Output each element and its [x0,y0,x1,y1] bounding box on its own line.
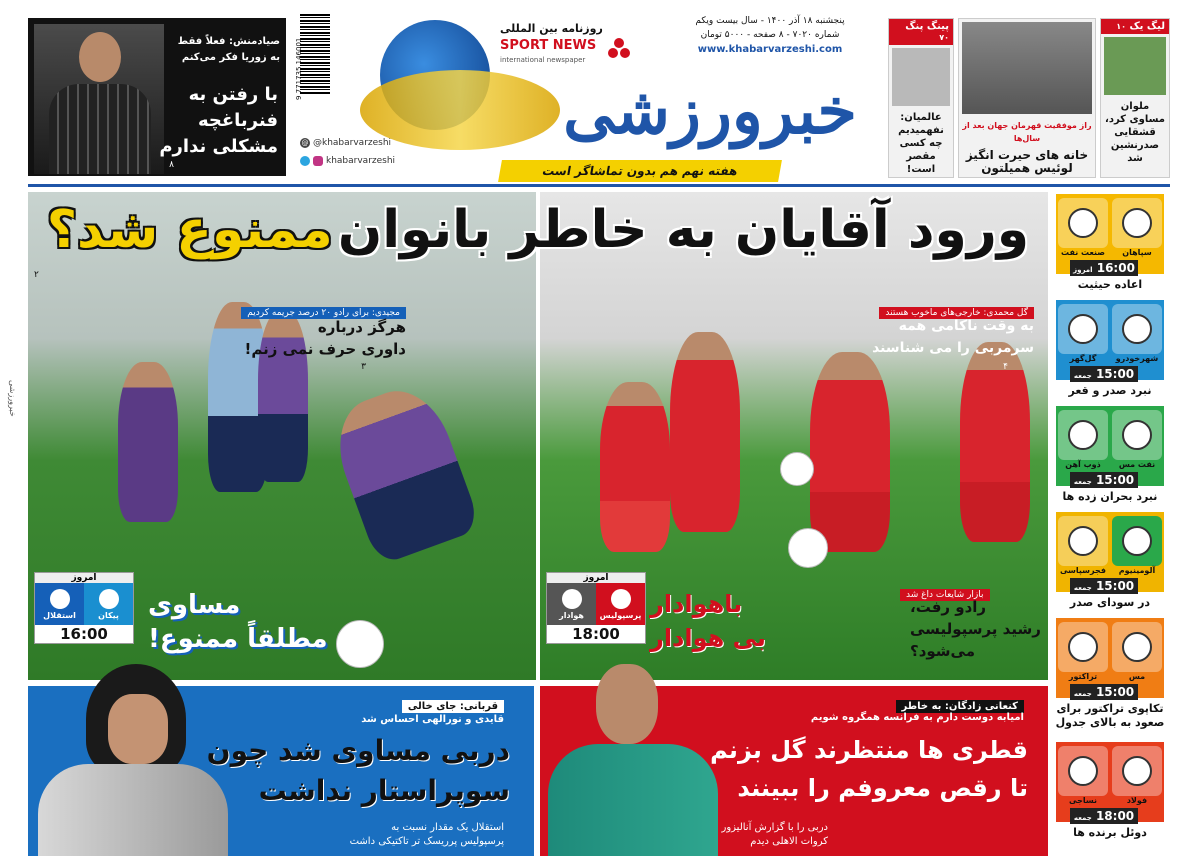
mini-card-photo [1104,37,1166,95]
fixture-home-team [1112,410,1162,460]
team-name: استقلال [43,610,76,620]
main-headline-page: ۲ [34,270,39,280]
team-persepolis [596,583,645,625]
fixture-away-name: فجرسپاسی [1059,566,1107,575]
social-handle-1-text: @khabarvarzeshi [313,138,392,148]
fixture-home-team [1112,622,1162,672]
coach-photo [28,664,228,856]
team-crest-icon [1068,314,1098,344]
left-quote-2: داوری حرف نمی زنم! [244,340,406,358]
coach-face [108,694,168,764]
fixture-foolad-nassaji[interactable] [1050,738,1170,862]
fixture-time: 15:00 جمعه [1070,684,1138,700]
left-photo-esteghlal [28,192,536,680]
fixture-away-name: ذوب آهن [1065,460,1101,469]
main-headline-black: ورود آقایان به خاطر بانوان [337,200,1030,260]
mini-card-tag: لیگ یک ۱۰ [1101,19,1169,34]
main-headline[interactable] [30,200,1046,260]
fixtures-sidebar [1050,190,1170,862]
team-crest-icon [1122,756,1152,786]
fixture-home-team [1112,198,1162,248]
team-esteghlal [35,583,84,625]
rumor-label: بازار شایعات داغ شد [900,582,990,601]
team-crest-icon [1122,526,1152,556]
team-name: هوادار [559,610,584,620]
bottom-left-foot-2: پرسپولیس پرریسک تر تاکتیکی داشت [349,836,504,847]
player-figure [810,352,890,552]
player-figure [600,382,670,552]
match-card-persepolis-havadar[interactable] [546,572,646,644]
social-handle-2[interactable] [300,156,395,166]
daily-label: روزنامه بین المللی [500,22,603,35]
masthead [0,0,1200,190]
team-paykan [84,583,133,625]
fixture-caption: تکاپوی تراکتور برای صعود به بالای جدول [1055,702,1165,729]
fixture-aluminium-fajr[interactable] [1050,508,1170,618]
left-tagline-2: مطلقاً ممنوع! [148,624,328,654]
side-vertical-label: خبرورزشی [8,380,17,417]
bottom-left-headline-1: دربی مساوی شد چون [206,734,510,767]
team-crest-icon [1122,632,1152,662]
bottom-left-story[interactable] [28,686,534,856]
newspaper-logo[interactable]: خبرورزشی [563,74,857,149]
fixture-caption: در سودای صدر [1069,596,1151,609]
player-figure [324,378,482,566]
rumor-line-2: رشید پرسپولیسی [910,620,1041,638]
left-quote-1: هرگز درباره [317,318,406,336]
barcode-digits: 9 771735 146001 [295,37,303,100]
fixture-away-name: نساجی [1068,796,1097,805]
soccer-ball-icon [780,452,814,486]
mini-card-photo [892,48,950,106]
teaser-headline-2: فنرباغچه [197,110,278,131]
mini-card-tag: پینگ پنگ ۷۰ [889,19,953,45]
fixture-time: 18:00 جمعه [1070,808,1138,824]
right-photo-persepolis [540,192,1048,680]
right-byline: گل محمدی: خارجی‌های ماخوب هستند [879,300,1034,319]
match-card-day: امروز [547,573,645,583]
bottom-right-kicker: کنعانی زادگان: به خاطر [896,694,1024,713]
team-crest-icon [99,589,119,609]
gold-wave-graphic [360,70,560,150]
match-time: 18:00 [547,625,645,643]
fixture-home-name: آلومینیوم [1118,566,1156,575]
player-photo [540,664,720,856]
player-figure [670,332,740,532]
mini-card-sub: راز موفقیت قهرمان جهان بعد از سال‌ها [962,121,1092,143]
fixture-caption: دوئل برنده ها [1073,826,1147,839]
soccer-ball-icon [788,528,828,568]
mini-card-photo [962,22,1092,114]
fixture-home-team [1112,516,1162,566]
teaser-photo [34,24,164,174]
fixture-time: 15:00 جمعه [1070,472,1138,488]
player-head [596,664,658,744]
bottom-right-headline-1: قطری ها منتظرند گل بزنم [710,736,1028,764]
match-time: 16:00 [35,625,133,643]
top-left-teaser[interactable] [28,18,286,176]
fixture-shahr-golgohar[interactable] [1050,296,1170,406]
fixture-home-name: فولاد [1126,796,1148,805]
teaser-headline-3: مشکلی ندارم [159,136,278,157]
fixture-away-team [1058,516,1108,566]
fixture-time: 15:00 جمعه [1070,578,1138,594]
fixture-caption: نبرد بحران زده ها [1062,490,1158,503]
left-tagline-1: مساوی [148,590,241,620]
fixture-away-name: صنعت نفت [1061,248,1105,257]
teaser-headline-1: با رفتن به [188,84,278,105]
soccer-ball-icon [336,620,384,668]
fixture-home-name: شهرخودرو [1115,354,1159,363]
fixture-sepahan-naft[interactable] [1050,190,1170,300]
social-handle-1[interactable] [300,138,391,148]
fixture-mes-tractor[interactable] [1050,614,1170,744]
fixture-time: 15:00 جمعه [1070,366,1138,382]
bottom-left-foot-1: استقلال یک مقدار نسبت به [391,822,504,833]
fixture-time: 16:00 امروز [1070,260,1138,276]
coach-jacket [38,764,228,856]
fixture-away-team [1058,410,1108,460]
mini-card-pingpong[interactable] [888,18,954,178]
bottom-right-sub: امیابه دوست دارم به فرانسه همگروه شویم [810,712,1024,723]
left-page: ۳ [361,362,366,372]
fixture-away-team [1058,622,1108,672]
right-tagline-2: بی هوادار [650,624,766,652]
team-crest-icon [1122,420,1152,450]
fixture-home-name: سپاهان [1122,248,1152,257]
brand-en-sub: international newspaper [500,56,586,64]
mini-card-caption: ملوان مساوی کرد، قشقایی صدرنشین شد [1105,101,1165,164]
team-crest-icon [1068,632,1098,662]
barcode [300,14,330,94]
instagram-icon [313,156,323,166]
team-name: پرسپولیس [599,610,642,620]
fixture-home-team [1112,746,1162,796]
team-crest-icon [562,589,582,609]
bottom-left-sub: قایدی و نورالهی احساس شد [361,714,504,725]
team-crest-icon [1068,526,1098,556]
right-quote-1: به وقت ناکامی همه [898,318,1034,334]
player-figure [118,362,178,522]
team-crest-icon [1068,420,1098,450]
bottom-left-headline-2: سوپراستار نداشت [258,774,510,807]
social-handle-2-text: khabarvarzeshi [326,156,396,166]
player-jersey [49,84,151,174]
team-crest-icon [611,589,631,609]
mini-card-caption: خانه های حیرت انگیز لوئیس همیلتون [965,148,1089,175]
match-card-day: امروز [35,573,133,583]
left-byline: مجیدی: برای رادو ۲۰ درصد جریمه کردیم [241,300,406,319]
masthead-divider [28,184,1170,187]
team-crest-icon [1122,208,1152,238]
bottom-right-headline-2: تا رقص معروفم را ببینند [737,774,1028,802]
fixture-naftmes-zob[interactable] [1050,402,1170,512]
website-link[interactable]: www.khabarvarzeshi.com [697,44,843,55]
mini-card-caption: عالمیان: نفهمیدیم چه کسی مقصر است! [898,112,944,175]
fixture-caption: نبرد صدر و قعر [1068,384,1152,397]
ribbon-banner: هفته نهم هم بدون تماشاگر است [498,160,782,182]
telegram-icon [300,156,310,166]
bottom-right-foot-1: دربی را با گزارش آنالیزور [721,822,828,833]
fixture-home-name: نفت مس [1118,460,1156,469]
fixture-away-team [1058,746,1108,796]
bottom-left-kicker: قربانی: جای خالی [402,694,504,713]
mini-card-hamilton[interactable] [958,18,1096,178]
team-crest-icon [1122,314,1152,344]
teaser-page: ۸ [169,160,174,170]
fixture-away-name: تراکتور [1068,672,1098,681]
issue-line-1: پنجشنبه ۱۸ آذر ۱۴۰۰ - سال بیست ویکم [695,16,845,26]
right-quote-2: سرمربی را می شناسند [872,340,1034,356]
right-page: ۴ [1003,362,1008,372]
red-dots-icon [608,38,632,62]
fixture-home-team [1112,304,1162,354]
fixture-away-team [1058,198,1108,248]
main-headline-yellow: ممنوع شد؟ [46,200,333,260]
player-head [79,32,121,82]
brand-en: SPORT NEWS [500,38,597,53]
bottom-right-foot-2: کروات الاهلی دیدم [750,836,828,847]
player-jersey [548,744,718,856]
fixture-caption: اعاده حیثیت [1077,278,1143,291]
player-figure [960,342,1030,542]
right-tagline-1: باهوادار [650,590,743,618]
player-figure [258,312,308,482]
fixture-away-team [1058,304,1108,354]
team-havadar [547,583,596,625]
team-crest-icon [1068,756,1098,786]
issue-line-2: شماره ۷۰۲۰ - ۸ صفحه - ۵۰۰۰ تومان [700,30,840,40]
bottom-right-story[interactable] [540,686,1048,856]
at-icon: @ [301,139,309,147]
rumor-line-1: رادو رفت، [910,598,987,616]
teaser-quote-1: صیادمنش: فعلاً فقط [177,36,280,47]
mini-card-league-one[interactable] [1100,18,1170,178]
team-name: پیکان [98,610,119,620]
team-crest-icon [50,589,70,609]
team-crest-icon [1068,208,1098,238]
fixture-away-name: گل‌گهر [1069,354,1097,363]
match-card-esteghlal-paykan[interactable] [34,572,134,644]
teaser-quote-2: به زوریا فکر می‌کنم [181,52,280,63]
fixture-home-name: مس [1128,672,1146,681]
rumor-line-3: می‌شود؟ [910,642,976,660]
